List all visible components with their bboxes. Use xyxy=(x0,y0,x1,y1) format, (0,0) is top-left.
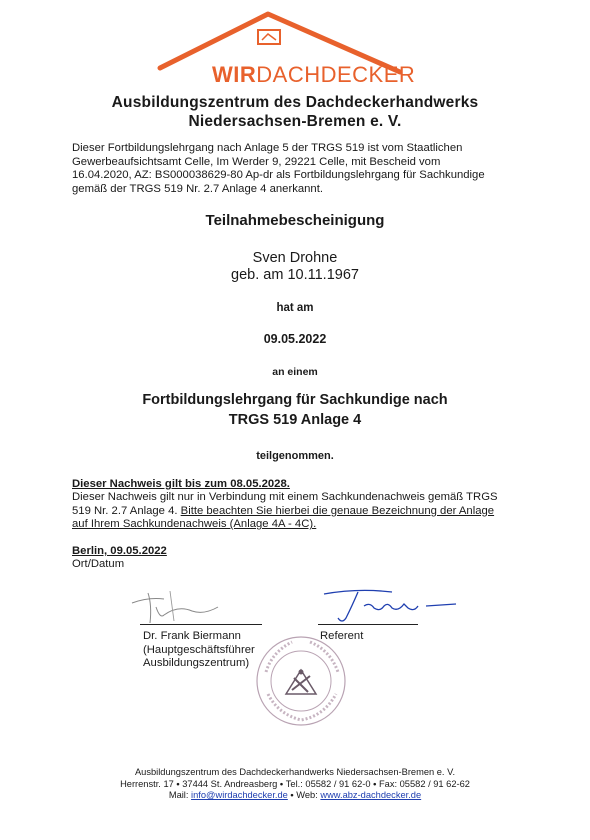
footer-fax: Fax: 05582 / 91 62-62 xyxy=(378,778,470,789)
logo-word-bold: WIR xyxy=(212,62,257,87)
notice-line xyxy=(72,505,542,519)
signer-role: (Hauptgeschäftsführer xyxy=(143,643,255,656)
footer-links xyxy=(0,790,590,802)
separator-bullet-icon: • xyxy=(173,778,183,789)
separator-bullet-icon: • xyxy=(287,790,297,800)
intro-paragraph xyxy=(72,142,532,196)
certificate-title: Teilnahmebescheinigung xyxy=(205,212,385,229)
notice-line: auf Ihrem Sachkundenachweis (Anlage 4A - 4C). xyxy=(72,518,317,531)
place-date-label: Ort/Datum xyxy=(72,558,125,570)
official-seal-image xyxy=(252,632,350,730)
separator-bullet-icon: • xyxy=(370,778,379,789)
referent-label: Referent xyxy=(320,630,364,642)
intro-line: gemäß der TRGS 519 Nr. 2.7 Anlage 4 anerkannt. xyxy=(72,182,323,195)
website-link[interactable]: www.abz-dachdecker.de xyxy=(320,790,422,800)
mail-label: Mail: xyxy=(168,790,192,800)
org-name-line1: Ausbildungszentrum des Dachdeckerhandwerks xyxy=(111,94,479,111)
signer-role: Ausbildungszentrum) xyxy=(143,657,250,669)
validity-headline: Dieser Nachweis gilt bis zum 08.05.2028. xyxy=(72,478,290,490)
separator-bullet-icon: • xyxy=(277,778,286,789)
logo-word-rest: DACHDECKER xyxy=(256,62,416,87)
intro-line: Dieser Fortbildungslehrgang nach Anlage 5 der TRGS 519 ist vom Staatlichen xyxy=(72,142,463,154)
validity-notice xyxy=(72,491,542,532)
footer-city: 37444 St. Andreasberg xyxy=(182,778,278,789)
hat-am-label: hat am xyxy=(276,302,314,314)
course-title-line2: TRGS 519 Anlage 4 xyxy=(228,412,362,428)
signature-right-image xyxy=(318,584,468,626)
logo-wordmark xyxy=(212,62,415,88)
participant-name: Sven Drohne xyxy=(252,250,338,266)
course-date: 09.05.2022 xyxy=(263,332,327,346)
footer-address: Herrenstr. 17 xyxy=(120,778,174,789)
footer-org: Ausbildungszentrum des Dachdeckerhandwerks Niedersachsen-Bremen e. V. xyxy=(134,767,456,777)
notice-text: 519 Nr. 2.7 Anlage 4. xyxy=(72,504,181,517)
org-name-line2: Niedersachsen-Bremen e. V. xyxy=(188,113,402,130)
intro-line: 16.04.2020, AZ: BS000038629-80 Ap-dr als Fortbildungslehrgang für Sachkundige xyxy=(72,169,485,182)
footer-phone: Tel.: 05582 / 91 62-0 xyxy=(285,778,371,789)
signer-block xyxy=(143,630,255,671)
footer xyxy=(0,767,590,802)
signer-name: Dr. Frank Biermann xyxy=(143,630,241,642)
teilgenommen-label: teilgenommen. xyxy=(256,450,334,462)
email-link[interactable]: info@wirdachdecker.de xyxy=(191,790,288,800)
notice-underlined-text: Bitte beachten Sie hierbei die genaue Bezeichnung der Anlage xyxy=(180,504,495,517)
place-date: Berlin, 09.05.2022 xyxy=(72,545,167,557)
web-label: Web: xyxy=(296,790,321,800)
intro-line: Gewerbeaufsichtsamt Celle, Im Werder 9, 29221 Celle, mit Bescheid vom xyxy=(72,155,441,168)
course-title-line1: Fortbildungslehrgang für Sachkundige nach xyxy=(142,392,448,408)
signature-line-left xyxy=(140,624,262,625)
signature-line-right xyxy=(318,624,418,625)
footer-contact xyxy=(0,779,590,791)
an-einem-label: an einem xyxy=(272,366,318,378)
notice-line: Dieser Nachweis gilt nur in Verbindung mit einem Sachkundenachweis gemäß TRGS xyxy=(72,491,498,503)
participant-dob: geb. am 10.11.1967 xyxy=(231,267,359,283)
